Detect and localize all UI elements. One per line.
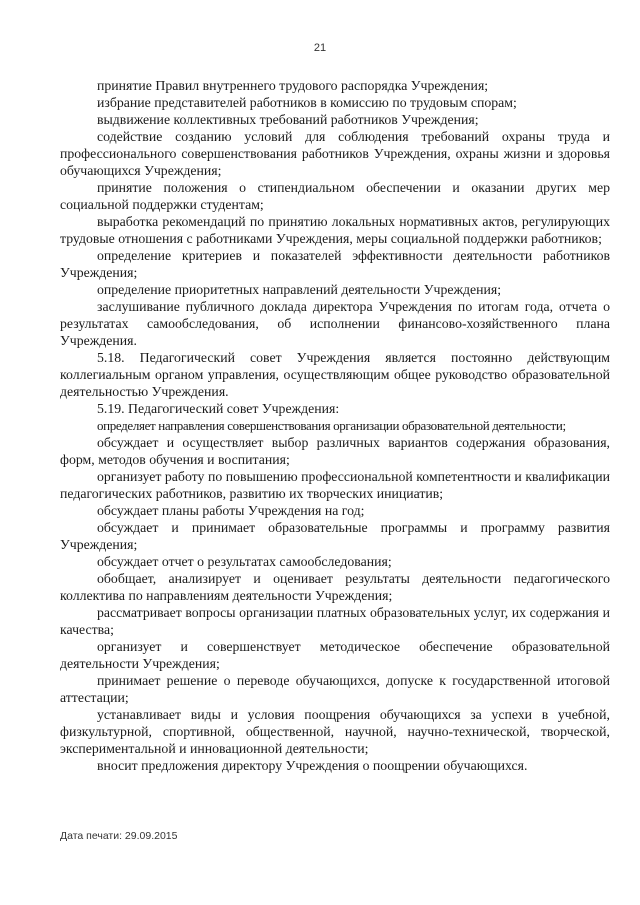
section-paragraph: 5.18. Педагогический совет Учреждения является постоянно действующим коллегиальным органом управления, осуществляющим общее руководство образовательной деятельностью Учреждения. [60, 350, 610, 399]
paragraph: определяет направления совершенствования организации образовательной деятельности; [97, 418, 566, 433]
paragraph: обсуждает отчет о результатах самообследования; [97, 554, 392, 569]
page-number: 21 [313, 42, 327, 54]
paragraph: избрание представителей работников в комиссию по трудовым спорам; [97, 95, 517, 110]
paragraph: организует и совершенствует методическое обеспечение образовательной деятельности Учреждения; [60, 639, 610, 671]
section-paragraph: 5.19. Педагогический совет Учреждения: [97, 401, 340, 416]
paragraph: обсуждает и принимает образовательные программы и программу развития Учреждения; [60, 520, 610, 552]
paragraph: обсуждает и осуществляет выбор различных вариантов содержания образования, форм, методов обучения и воспитания; [60, 435, 610, 467]
paragraph: принятие положения о стипендиальном обеспечении и оказании других мер социальной поддержки студентам; [60, 180, 610, 212]
paragraph: заслушивание публичного доклада директора Учреждения по итогам года, отчета о результатах самообследования, об исполнении финансово-хозяйственного плана Учреждения. [60, 299, 610, 348]
paragraph: выдвижение коллективных требований работников Учреждения; [97, 112, 479, 127]
print-date: Дата печати: 29.09.2015 [60, 830, 178, 842]
paragraph: обобщает, анализирует и оценивает результаты деятельности педагогического коллектива по направлениям деятельности Учреждения; [60, 571, 610, 603]
document-body [60, 77, 610, 774]
paragraph: определение приоритетных направлений деятельности Учреждения; [97, 282, 502, 297]
paragraph: обсуждает планы работы Учреждения на год; [97, 503, 365, 518]
paragraph: содействие созданию условий для соблюдения требований охраны труда и профессионального совершенствования работников Учреждения, охраны жизни и здоровья обучающихся Учреждения; [60, 129, 610, 178]
paragraph: определение критериев и показателей эффективности деятельности работников Учреждения; [60, 248, 610, 280]
paragraph: вносит предложения директору Учреждения о поощрении обучающихся. [97, 758, 528, 773]
paragraph: принимает решение о переводе обучающихся, допуске к государственной итоговой аттестации; [60, 673, 610, 705]
paragraph: принятие Правил внутреннего трудового распорядка Учреждения; [97, 78, 489, 93]
paragraph: выработка рекомендаций по принятию локальных нормативных актов, регулирующих трудовые отношения с работниками Учреждения, меры социальной поддержки работников; [60, 214, 610, 246]
paragraph: рассматривает вопросы организации платных образовательных услуг, их содержания и качества; [60, 605, 610, 637]
paragraph: устанавливает виды и условия поощрения обучающихся за успехи в учебной, физкультурной, спортивной, общественной, научной, научно-технической, творческой, экспериментальной и инновационной деятельности; [60, 707, 610, 756]
paragraph: организует работу по повышению профессиональной компетентности и квалификации педагогических работников, развитию их творческих инициатив; [60, 469, 610, 501]
